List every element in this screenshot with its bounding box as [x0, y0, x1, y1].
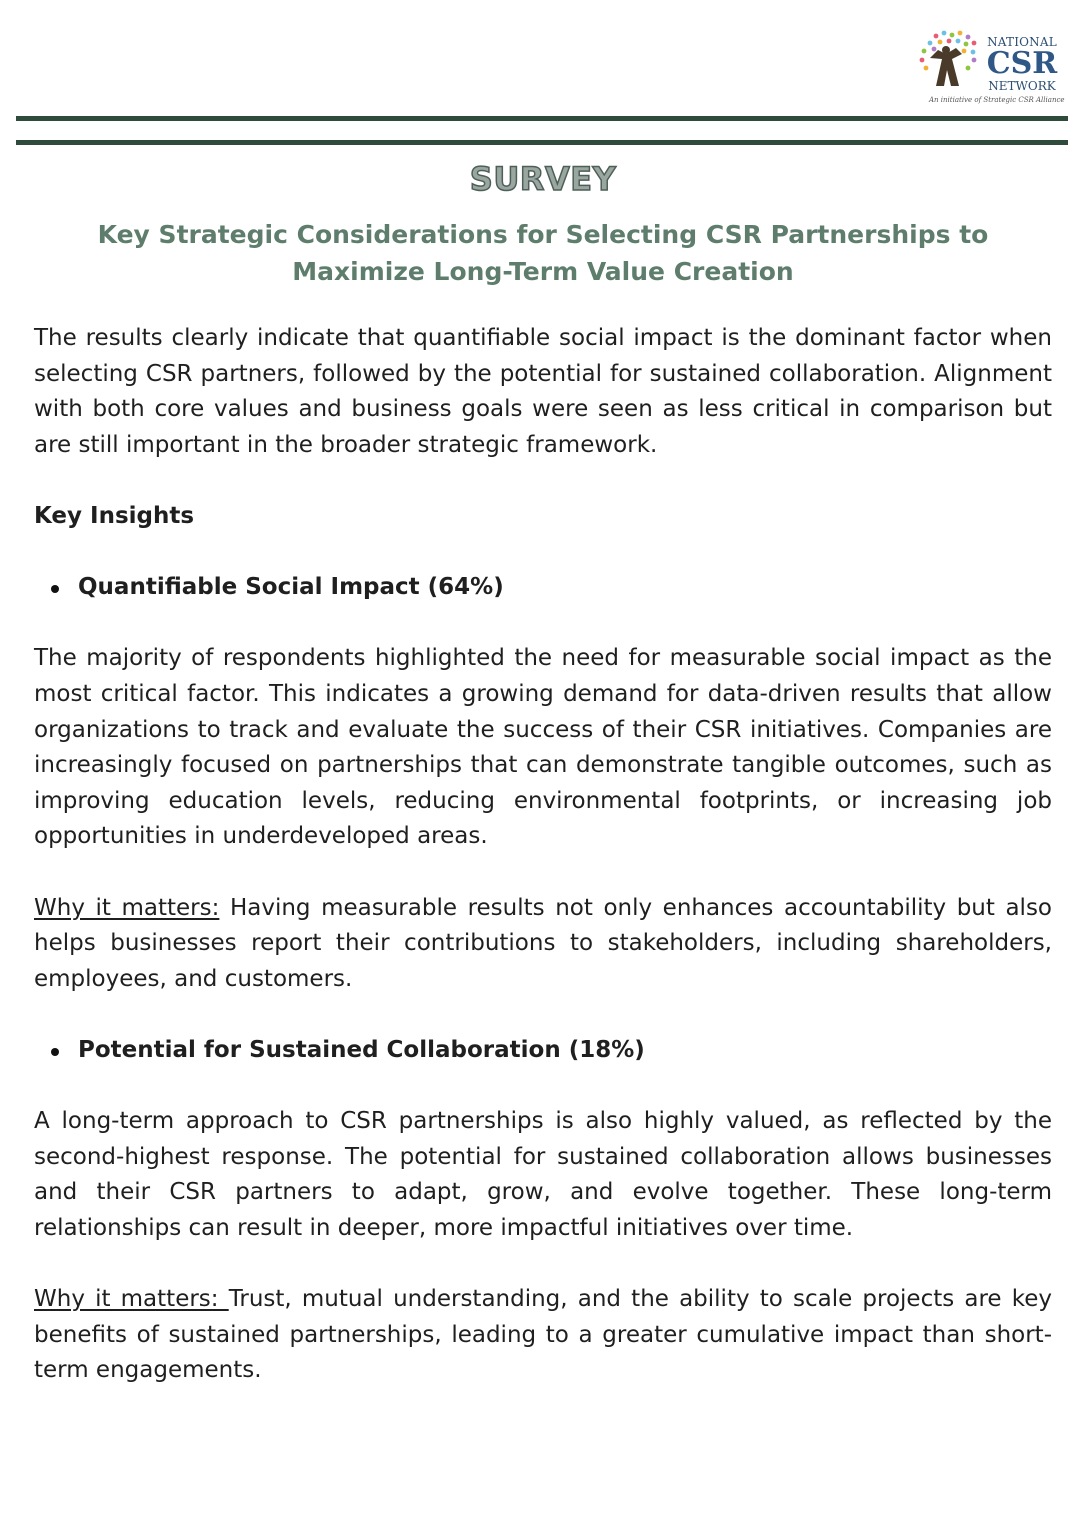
- header-divider-top: [16, 116, 1068, 121]
- why-it-matters-text: Trust, mutual understanding, and the ability to scale projects are key benefits of sustained partnerships, leading to a greater cumulative impact than short-term engagements.: [34, 1286, 1052, 1384]
- header-divider-bottom: [16, 140, 1068, 145]
- insight-bullet-sustained-collaboration: [34, 1033, 1052, 1069]
- page-title: SURVEY: [469, 160, 617, 198]
- why-it-matters-label: Why it matters:: [34, 894, 220, 921]
- why-it-matters-paragraph: [34, 1282, 1052, 1389]
- logo-line-national: NATIONAL: [987, 35, 1057, 49]
- bullet-icon: [51, 1048, 59, 1056]
- bullet-icon: [51, 585, 59, 593]
- why-it-matters-label: Why it matters:: [34, 1286, 229, 1313]
- intro-paragraph: The results clearly indicate that quantifiable social impact is the dominant factor when selecting CSR partners, followed by the potential for sustained collaboration. Alignment with both core values and business goals were seen as less critical in comparison but are still important in the broader strategic framework.: [34, 325, 1052, 458]
- logo-tagline: An initiative of Strategic CSR Alliance: [929, 96, 1065, 104]
- insight-bullet-quantifiable-impact: [34, 570, 1052, 606]
- logo-line-network: NETWORK: [988, 79, 1056, 93]
- why-it-matters-paragraph: [34, 891, 1052, 998]
- page-subtitle: Key Strategic Considerations for Selecting CSR Partnerships to Maximize Long-Term Value Creation: [97, 220, 989, 286]
- insight-paragraph: A long-term approach to CSR partnerships is also highly valued, as reflected by the second-highest response. The potential for sustained collaboration allows businesses and their CSR partners to adapt, grow, and evolve together. These long-term relationships can result in deeper, more impactful initiatives over time.: [34, 1108, 1052, 1241]
- national-csr-network-logo: [916, 26, 1066, 108]
- key-insights-heading: Key Insights: [34, 502, 195, 529]
- insight-title: Potential for Sustained Collaboration (18%): [78, 1036, 645, 1063]
- tree-figure-icon: [916, 28, 984, 94]
- insight-title: Quantifiable Social Impact (64%): [78, 574, 504, 601]
- document-body: [34, 321, 1052, 1424]
- why-it-matters-text: Having measurable results not only enhances accountability but also helps businesses report their contributions to stakeholders, including shareholders, employees, and customers.: [34, 894, 1053, 992]
- logo-line-csr: CSR: [986, 46, 1058, 81]
- insight-paragraph: The majority of respondents highlighted the need for measurable social impact as the most critical factor. This indicates a growing demand for data-driven results that allow organizations to track and evaluate the success of their CSR initiatives. Companies are increasingly focused on partnerships that can demonstrate tangible outcomes, such as improving education levels, reducing environmental footprints, or increasing job opportunities in underdeveloped areas.: [34, 645, 1052, 850]
